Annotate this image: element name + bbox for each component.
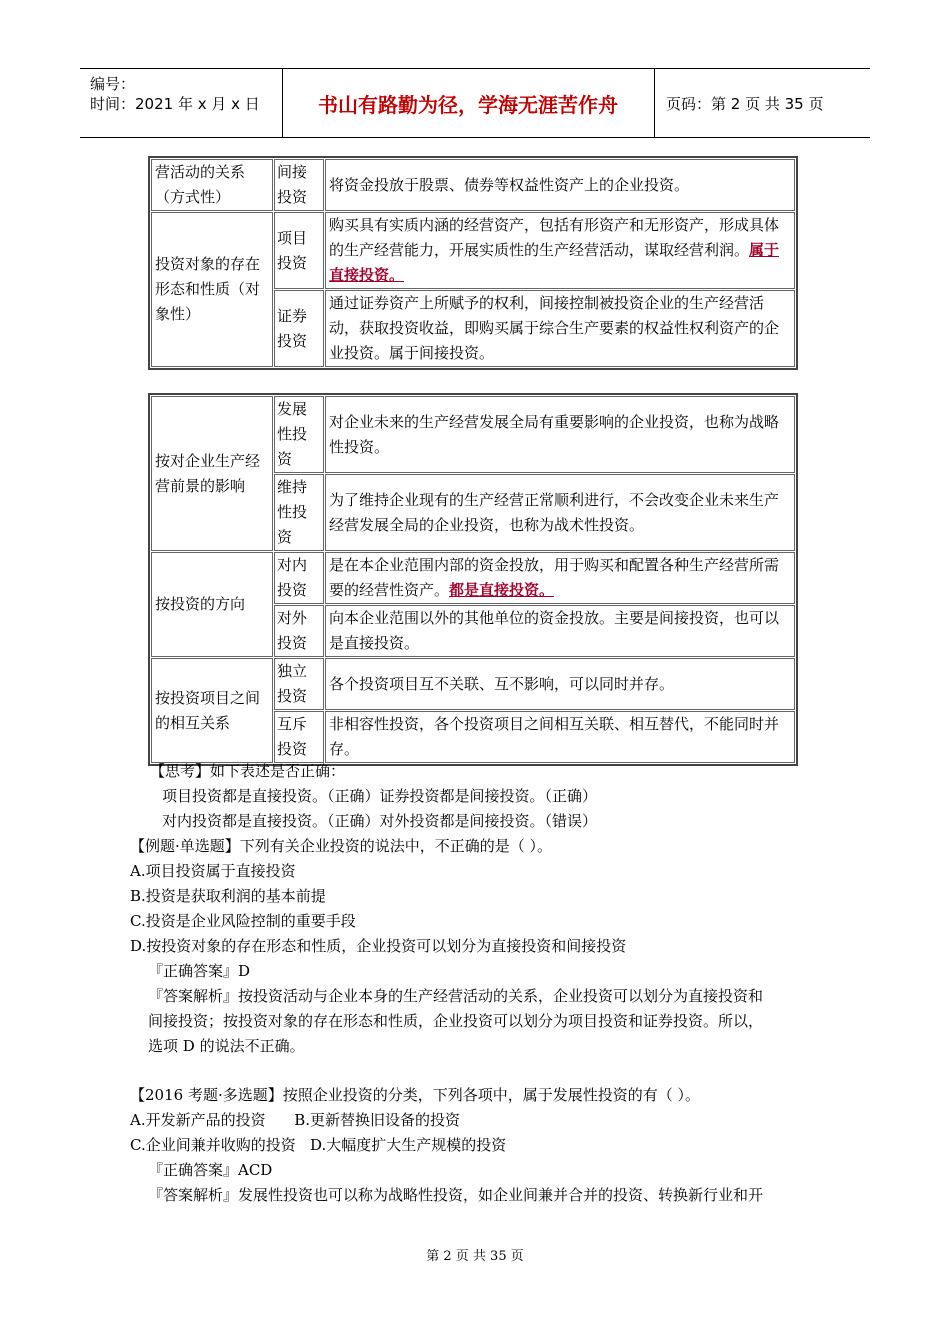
- example2-options-1: A.开发新产品的投资 B.更新替换旧设备的投资: [130, 1111, 461, 1129]
- subtype-cell: 项目投资: [274, 212, 324, 289]
- description-cell: 是在本企业范围内部的资金投放，用于购买和配置各种生产经营所需要的经营性资产。都是直接投资。: [325, 552, 795, 604]
- investment-table-1: [148, 156, 798, 370]
- table-row: [151, 396, 795, 473]
- subtype-cell: 互斥投资: [274, 711, 324, 763]
- think-line-1: 项目投资都是直接投资。（正确）证券投资都是间接投资。（正确）: [162, 787, 598, 805]
- category-cell: 按投资项目之间的相互关系: [151, 658, 273, 763]
- description-cell: 非相容性投资，各个投资项目之间相互关联、相互替代，不能同时并存。: [325, 711, 795, 763]
- subtype-cell: 发展性投资: [274, 396, 324, 473]
- example1-analysis-3: 选项 D 的说法不正确。: [148, 1037, 305, 1055]
- category-cell: 按投资的方向: [151, 552, 273, 657]
- example2-analysis: 『答案解析』发展性投资也可以称为战略性投资，如企业间兼并合并的投资、转换新行业和开: [148, 1186, 764, 1204]
- subtype-cell: 间接投资: [274, 159, 324, 211]
- subtype-cell: 对内投资: [274, 552, 324, 604]
- page-header: [80, 68, 870, 138]
- date-label: 时间：2021 年 x 月 x 日: [90, 95, 260, 113]
- description-cell: 为了维持企业现有的生产经营正常顺利进行，不会改变企业未来生产经营发展全局的企业投资，也称为战术性投资。: [325, 474, 795, 551]
- example1-answer: 『正确答案』D: [148, 962, 251, 980]
- description-cell: 购买具有实质内涵的经营资产，包括有形资产和无形资产，形成具体的生产经营能力，开展实质性的生产经营活动，谋取经营利润。属于直接投资。: [325, 212, 795, 289]
- think-line-2: 对内投资都是直接投资。（正确）对外投资都是间接投资。（错误）: [162, 812, 598, 830]
- subtype-cell: 独立投资: [274, 658, 324, 710]
- table-row: [151, 159, 795, 211]
- example1-analysis-2: 间接投资；按投资对象的存在形态和性质，企业投资可以划分为项目投资和证券投资。所以，: [148, 1012, 764, 1030]
- header-meta: [80, 69, 283, 137]
- category-cell: 按对企业生产经营前景的影响: [151, 396, 273, 551]
- think-title: 【思考】如下表述是否正确：: [150, 762, 346, 780]
- example1-option-d: D.按投资对象的存在形态和性质，企业投资可以划分为直接投资和间接投资: [130, 937, 627, 955]
- example1-title: 【例题·单选题】下列有关企业投资的说法中，不正确的是（ ）。: [130, 837, 553, 855]
- example1-option-b: B.投资是获取利润的基本前提: [130, 887, 326, 905]
- example1-analysis-1: 『答案解析』按投资活动与企业本身的生产经营活动的关系，企业投资可以划分为直接投资和: [148, 987, 764, 1005]
- table-row: [151, 658, 795, 710]
- example2-title: 【2016 考题·多选题】按照企业投资的分类，下列各项中，属于发展性投资的有（ ）。: [130, 1086, 700, 1104]
- description-cell: 向本企业范围以外的其他单位的资金投放。主要是间接投资，也可以是直接投资。: [325, 605, 795, 657]
- example1-option-c: C.投资是企业风险控制的重要手段: [130, 912, 356, 930]
- table-row: [151, 552, 795, 604]
- example1-option-a: A.项目投资属于直接投资: [130, 862, 296, 880]
- header-page-label: 页码：第 2 页 共 35 页: [666, 94, 824, 113]
- example2-answer: 『正确答案』ACD: [148, 1161, 273, 1179]
- description-cell: 将资金投放于股票、债券等权益性资产上的企业投资。: [325, 159, 795, 211]
- table-row: [151, 212, 795, 289]
- highlight-direct-investment: 都是直接投资。: [449, 581, 555, 599]
- subtype-cell: 对外投资: [274, 605, 324, 657]
- header-slogan: 书山有路勤为径，学海无涯苦作舟: [282, 69, 655, 137]
- subtype-cell: 维持性投资: [274, 474, 324, 551]
- number-label: 编号：: [90, 75, 136, 93]
- page-footer: 第 2 页 共 35 页: [426, 1249, 524, 1264]
- description-cell: 通过证券资产上所赋予的权利，间接控制被投资企业的生产经营活动，获取投资收益，即购买属于综合生产要素的权益性权利资产的企业投资。属于间接投资。: [325, 290, 795, 367]
- investment-table-2: [148, 393, 798, 766]
- category-cell: 投资对象的存在形态和性质（对象性）: [151, 212, 273, 367]
- description-cell: 各个投资项目互不关联、互不影响，可以同时并存。: [325, 658, 795, 710]
- subtype-cell: 证券投资: [274, 290, 324, 367]
- example2-options-2: C.企业间兼并收购的投资 D.大幅度扩大生产规模的投资: [130, 1136, 507, 1154]
- description-cell: 对企业未来的生产经营发展全局有重要影响的企业投资，也称为战略性投资。: [325, 396, 795, 473]
- category-cell: 营活动的关系（方式性）: [151, 159, 273, 211]
- highlight-direct-investment: 属于直接投资。: [329, 241, 780, 284]
